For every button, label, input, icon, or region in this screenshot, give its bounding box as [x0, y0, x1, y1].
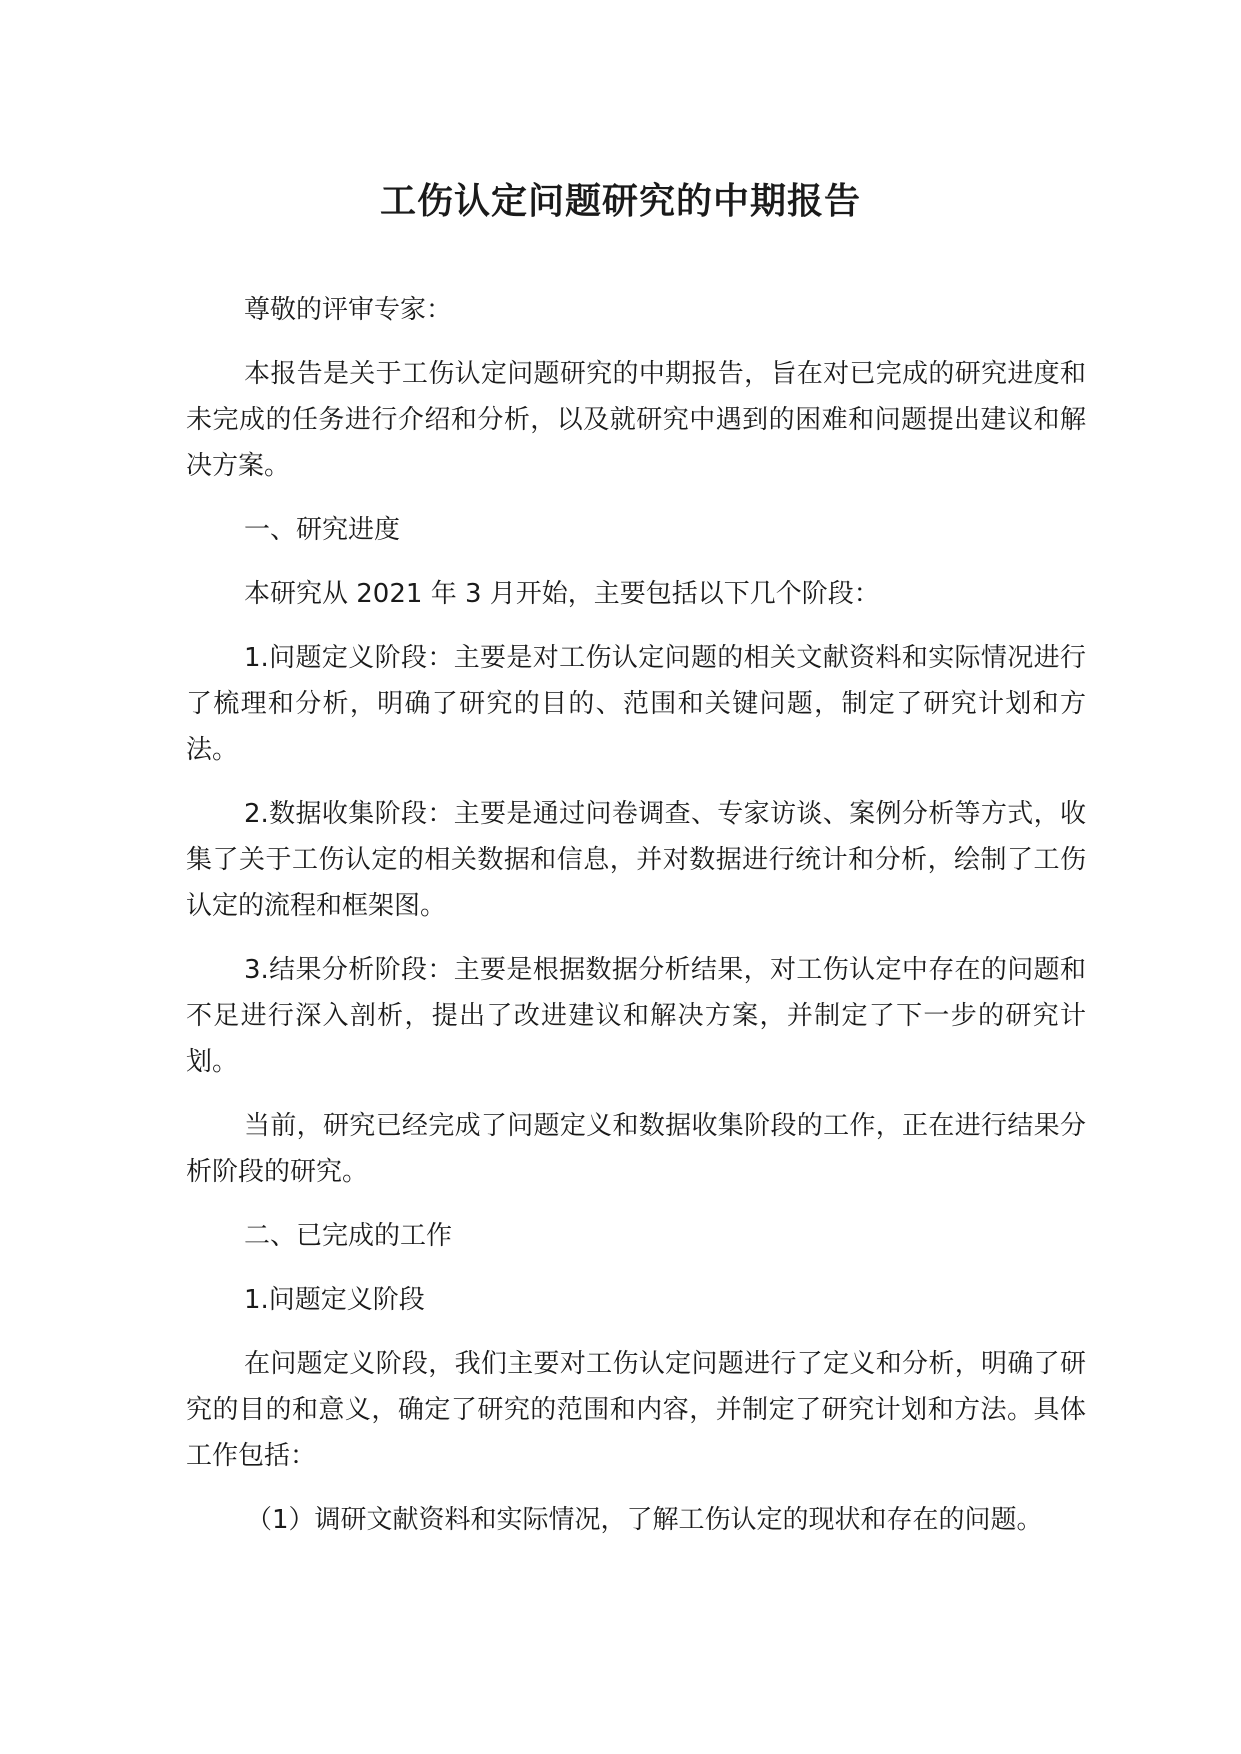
progress-lead-paragraph: 本研究从 2021 年 3 月开始，主要包括以下几个阶段： — [244, 579, 880, 609]
section-heading-progress: 一、研究进度 — [244, 515, 401, 545]
document-title: 工伤认定问题研究的中期报告 — [379, 181, 861, 222]
stage-1-paragraph: 1.问题定义阶段：主要是对工伤认定问题的相关文献资料和实际情况进行了梳理和分析，明确了研究的目的、范围和关键问题，制定了研究计划和方法。 — [186, 643, 1086, 765]
definition-paragraph: 在问题定义阶段，我们主要对工伤认定问题进行了定义和分析，明确了研究的目的和意义，确定了研究的范围和内容，并制定了研究计划和方法。具体工作包括： — [186, 1349, 1086, 1471]
list-item: （1）调研文献资料和实际情况，了解工伤认定的现状和存在的问题。 — [246, 1505, 1043, 1535]
stage-2-paragraph: 2.数据收集阶段：主要是通过问卷调查、专家访谈、案例分析等方式，收集了关于工伤认定的相关数据和信息，并对数据进行统计和分析，绘制了工伤认定的流程和框架图。 — [186, 799, 1086, 921]
status-paragraph: 当前，研究已经完成了问题定义和数据收集阶段的工作，正在进行结果分析阶段的研究。 — [186, 1111, 1086, 1187]
subsection-heading-definition: 1.问题定义阶段 — [244, 1285, 425, 1315]
intro-paragraph: 本报告是关于工伤认定问题研究的中期报告，旨在对已完成的研究进度和未完成的任务进行介绍和分析，以及就研究中遇到的困难和问题提出建议和解决方案。 — [186, 359, 1086, 481]
salutation: 尊敬的评审专家： — [244, 295, 453, 325]
document-body — [186, 287, 1086, 1561]
section-heading-completed: 二、已完成的工作 — [244, 1221, 453, 1251]
stage-3-paragraph: 3.结果分析阶段：主要是根据数据分析结果，对工伤认定中存在的问题和不足进行深入剖析，提出了改进建议和解决方案，并制定了下一步的研究计划。 — [186, 955, 1086, 1077]
